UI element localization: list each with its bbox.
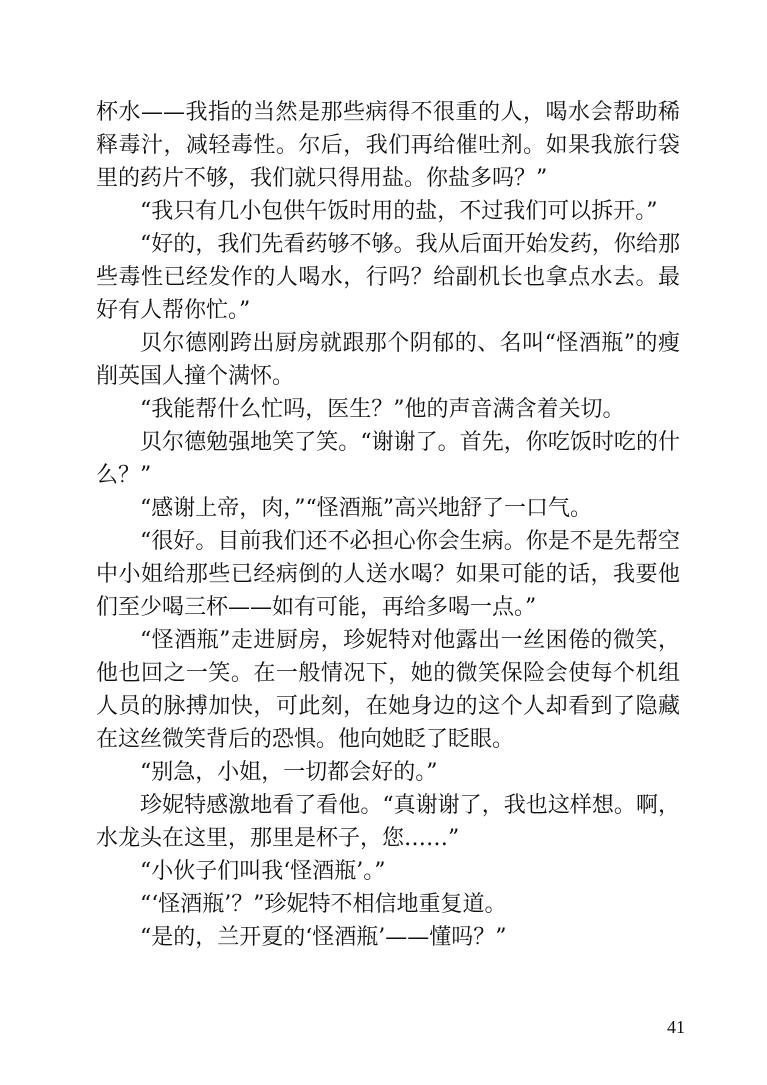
paragraph-4: 贝尔德刚跨出厨房就跟那个阴郁的、名叫“怪酒瓶”的瘦削英国人撞个满怀。 xyxy=(96,331,680,389)
paragraph-2: “我只有几小包供午饭时用的盐，不过我们可以拆开。” xyxy=(140,199,658,224)
paragraph-10: “别急，小姐，一切都会好的。” xyxy=(140,760,438,785)
page-number: 41 xyxy=(667,1017,685,1037)
paragraph-1: 杯水——我指的当然是那些病得不很重的人，喝水会帮助稀释毒汁，减轻毒性。尔后，我们再给催吐剂。如果我旅行袋里的药片不够，我们就只得用盐。你盐多吗？” xyxy=(96,100,680,191)
paragraph-11: 珍妮特感激地看了看他。“真谢谢了，我也这样想。啊，水龙头在这里，那里是杯子，您……” xyxy=(96,793,680,851)
paragraph-3: “好的，我们先看药够不够。我从后面开始发药，你给那些毒性已经发作的人喝水，行吗？给副机长也拿点水去。最好有人帮你忙。” xyxy=(96,232,680,323)
paragraph-7: “感谢上帝，肉，”“怪酒瓶”高兴地舒了一口气。 xyxy=(140,496,592,521)
paragraph-12: “小伙子们叫我‘怪酒瓶’。” xyxy=(140,859,386,884)
body-text xyxy=(96,96,680,954)
paragraph-8: “很好。目前我们还不必担心你会生病。你是不是先帮空中小姐给那些已经病倒的人送水喝？如果可能的话，我要他们至少喝三杯——如有可能，再给多喝一点。” xyxy=(96,529,680,620)
paragraph-13: “‘怪酒瓶’？”珍妮特不相信地重复道。 xyxy=(140,892,507,917)
paragraph-5: “我能帮什么忙吗，医生？”他的声音满含着关切。 xyxy=(140,397,625,422)
paragraph-14: “是的，兰开夏的‘怪酒瓶’——懂吗？” xyxy=(140,925,507,950)
paragraph-9: “怪酒瓶”走进厨房，珍妮特对他露出一丝困倦的微笑，他也回之一笑。在一般情况下，她的微笑保险会使每个机组人员的脉搏加快，可此刻，在她身边的这个人却看到了隐藏在这丝微笑背后的恐惧。他向她眨了眨眼。 xyxy=(96,628,680,752)
paragraph-6: 贝尔德勉强地笑了笑。“谢谢了。首先，你吃饭时吃的什么？” xyxy=(96,430,680,488)
